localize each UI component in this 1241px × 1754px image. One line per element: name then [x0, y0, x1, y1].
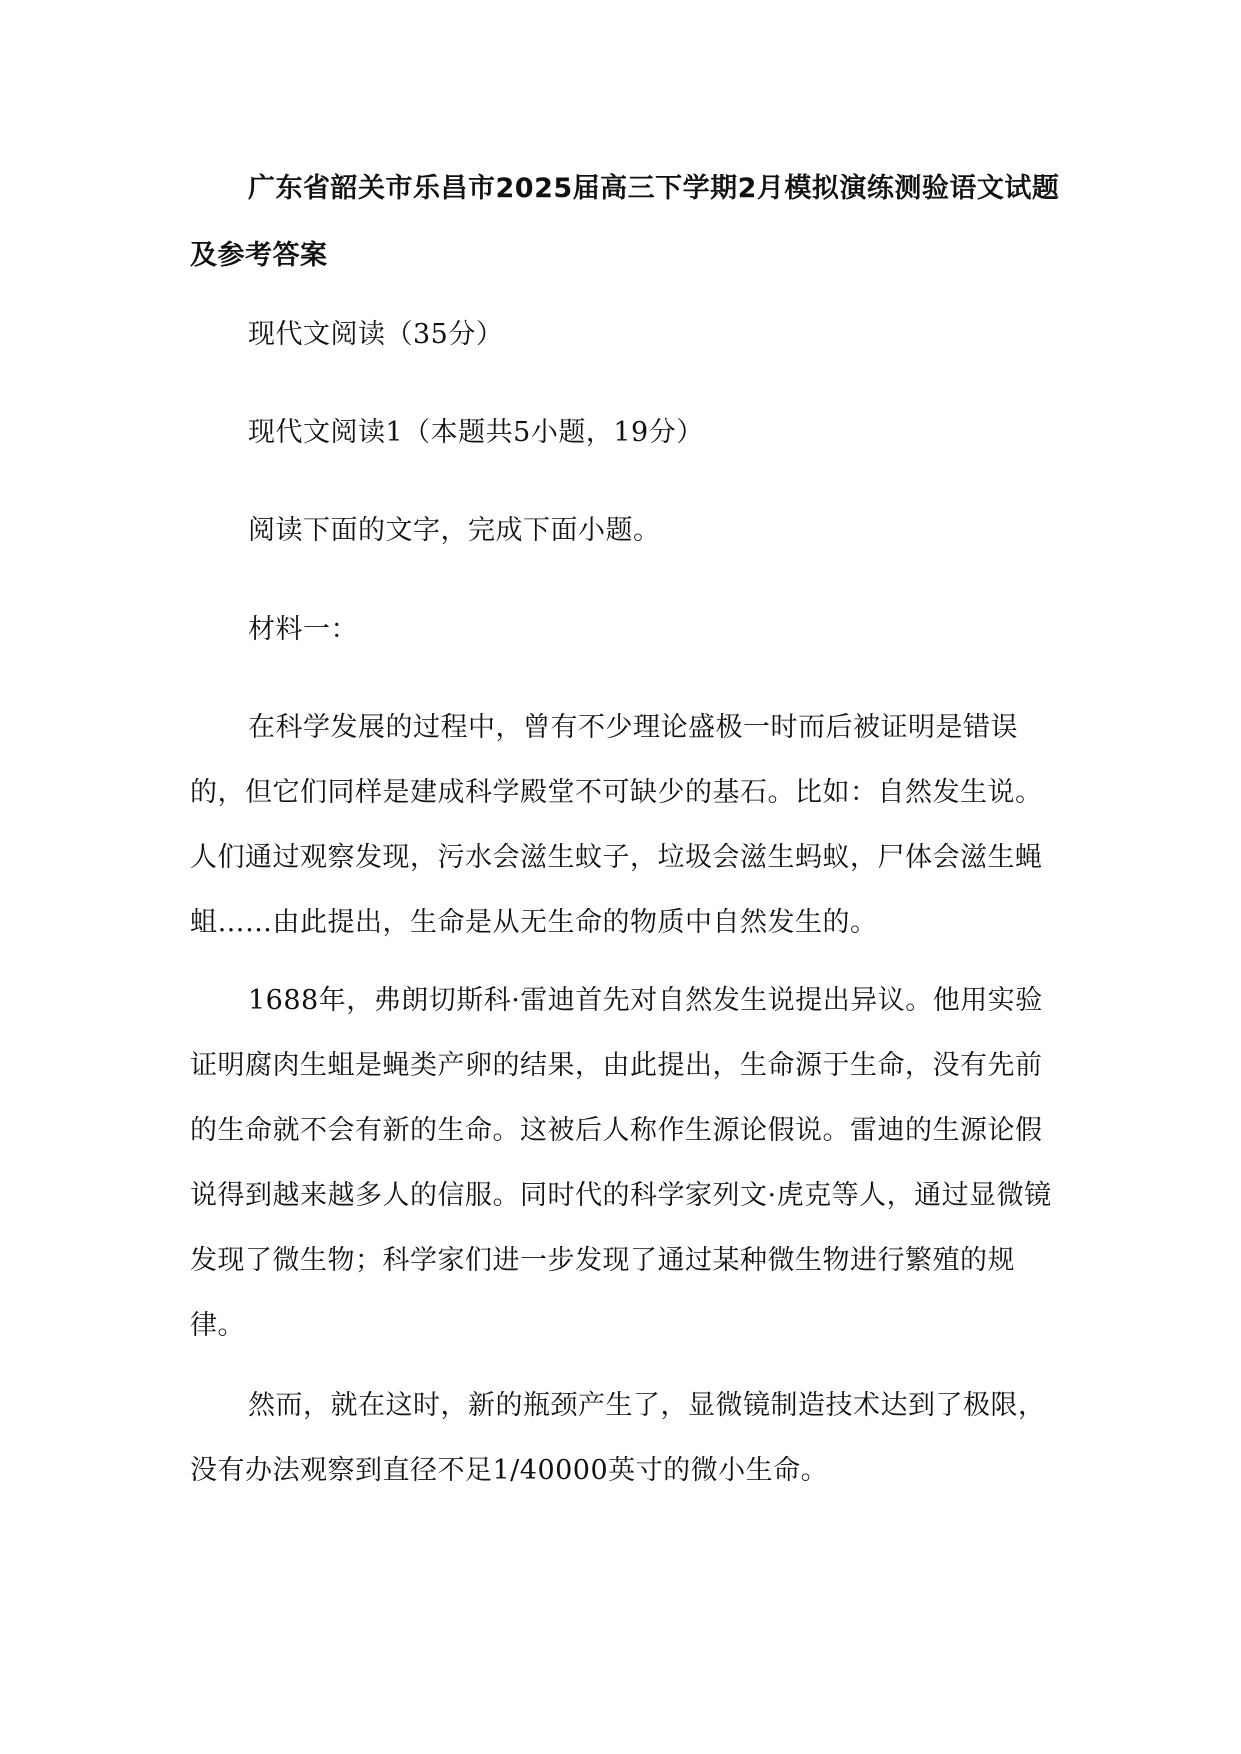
subsection-heading: 现代文阅读1（本题共5小题，19分）	[248, 417, 704, 448]
paragraph: 在科学发展的过程中，曾有不少理论盛极一时而后被证明是错误的，但它们同样是建成科学殿堂不可缺少的基石。比如：自然发生说。人们通过观察发现，污水会滋生蚊子，垃圾会滋生蚂蚁，尸体会滋生蝇蛆……由此提出，生命是从无生命的物质中自然发生的。	[190, 712, 1043, 938]
section-heading: 现代文阅读（35分）	[248, 319, 504, 350]
paragraph: 1688年，弗朗切斯科·雷迪首先对自然发生说提出异议。他用实验证明腐肉生蛆是蝇类产卵的结果，由此提出，生命源于生命，没有先前的生命就不会有新的生命。这被后人称作生源论假说。雷迪的生源论假说得到越来越多人的信服。同时代的科学家列文·虎克等人，通过显微镜发现了微生物；科学家们进一步发现了通过某种微生物进行繁殖的规律。	[190, 985, 1052, 1341]
material-label: 材料一：	[248, 614, 358, 645]
document-title: 广东省韶关市乐昌市2025届高三下学期2月模拟演练测验语文试题及参考答案	[190, 173, 1060, 271]
reading-instruction: 阅读下面的文字，完成下面小题。	[248, 515, 661, 546]
paragraph: 然而，就在这时，新的瓶颈产生了，显微镜制造技术达到了极限，没有办法观察到直径不足1/40000英寸的微小生命。	[190, 1390, 1046, 1486]
